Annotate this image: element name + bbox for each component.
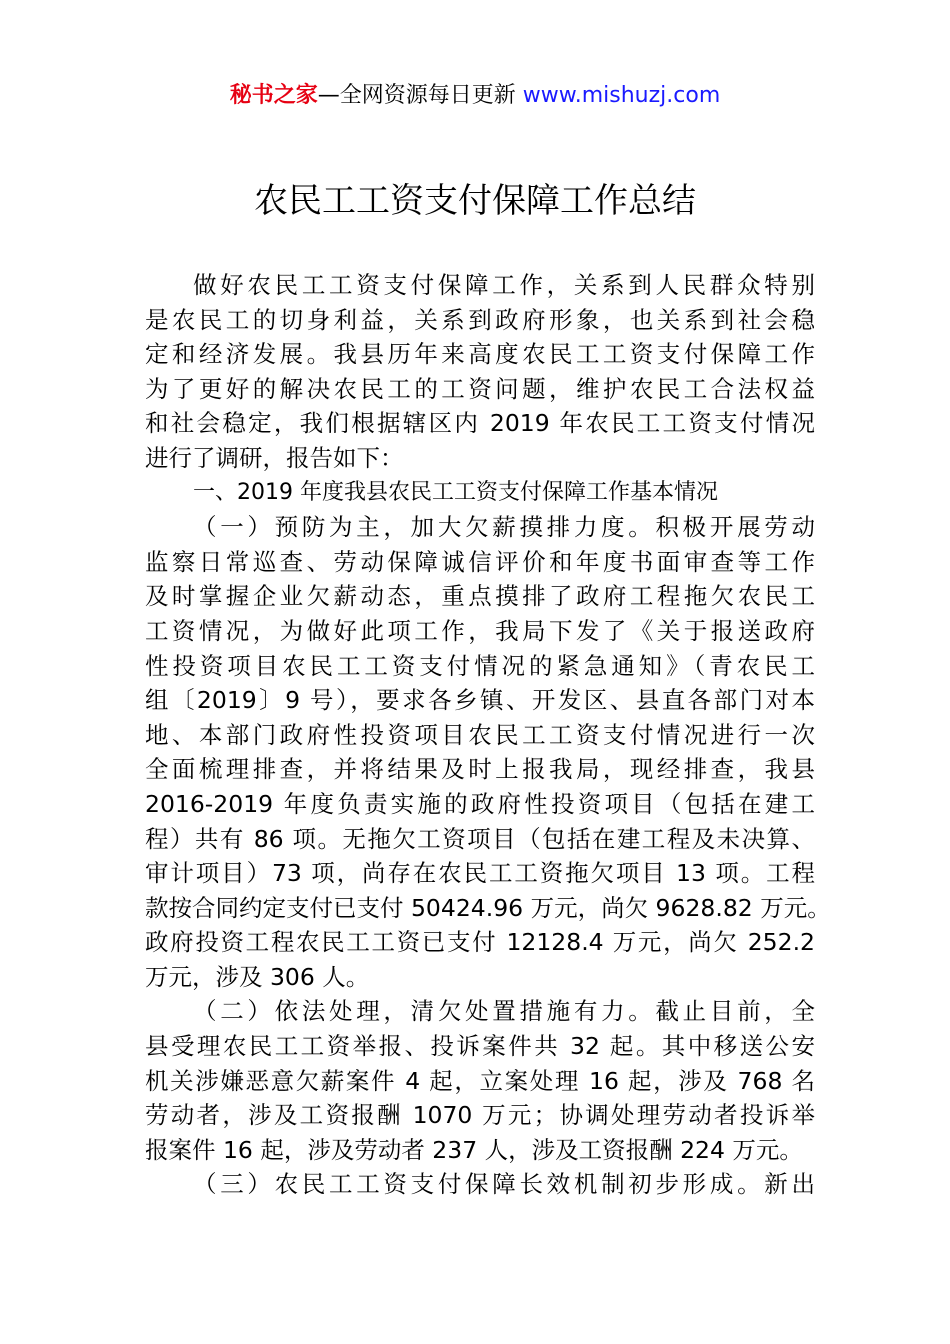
paragraph-line: 性投资项目农民工工资支付情况的紧急通知》（青农民工 [145, 651, 815, 680]
paragraph-line: 政府投资工程农民工工资已支付 12128.4 万元，尚欠 252.2 [145, 928, 815, 957]
section-heading: 一、2019 年度我县农民工工资支付保障工作基本情况 [193, 479, 718, 505]
paragraph-line: （二）依法处理，清欠处置措施有力。截止目前，全 [193, 997, 815, 1026]
paragraph-line: 做好农民工工资支付保障工作，关系到人民群众特别 [193, 271, 815, 299]
paragraph-line: （三）农民工工资支付保障长效机制初步形成。新出 [193, 1170, 815, 1199]
paragraph-line: 报案件 16 起，涉及劳动者 237 人，涉及工资报酬 224 万元。 [145, 1135, 803, 1164]
paragraph-line: 监察日常巡查、劳动保障诚信评价和年度书面审查等工作 [145, 547, 815, 576]
paragraph-line: 万元，涉及 306 人。 [145, 962, 370, 991]
paragraph-line: 地、本部门政府性投资项目农民工工资支付情况进行一次 [145, 720, 815, 749]
header-tagline: —全网资源每日更新 [317, 83, 516, 108]
paragraph-line: 款按合同约定支付已支付 50424.96 万元，尚欠 9628.82 万元。 [145, 893, 831, 922]
site-url-link[interactable]: www.mishuzj.com [522, 83, 721, 108]
paragraph-line: 工资情况，为做好此项工作，我局下发了《关于报送政府 [145, 616, 815, 645]
document-body [145, 268, 831, 1202]
paragraph-line: 是农民工的切身利益，关系到政府形象，也关系到社会稳 [145, 305, 815, 334]
paragraph-line: 机关涉嫌恶意欠薪案件 4 起，立案处理 16 起，涉及 768 名 [145, 1066, 815, 1095]
paragraph-line: 程）共有 86 项。无拖欠工资项目（包括在建工程及未决算、 [145, 824, 815, 853]
brand-name: 秘书之家 [229, 83, 318, 108]
paragraph-line: 全面梳理排查，并将结果及时上报我局，现经排查，我县 [145, 755, 815, 784]
paragraph-line: 2016-2019 年度负责实施的政府性投资项目（包括在建工 [145, 789, 815, 818]
site-header [0, 80, 950, 112]
paragraph-line: 定和经济发展。我县历年来高度农民工工资支付保障工作 [145, 340, 815, 369]
paragraph-line: （一）预防为主，加大欠薪摸排力度。积极开展劳动 [193, 513, 815, 542]
paragraph-line: 审计项目）73 项，尚存在农民工工资拖欠项目 13 项。工程 [145, 859, 815, 888]
paragraph-line: 及时掌握企业欠薪动态，重点摸排了政府工程拖欠农民工 [145, 582, 815, 611]
paragraph-line: 和社会稳定，我们根据辖区内 2019 年农民工工资支付情况 [145, 409, 815, 438]
paragraph-line: 县受理农民工工资举报、投诉案件共 32 起。其中移送公安 [145, 1032, 815, 1061]
paragraph-line: 劳动者，涉及工资报酬 1070 万元；协调处理劳动者投诉举 [145, 1101, 815, 1130]
paragraph-line: 组〔2019〕9 号），要求各乡镇、开发区、县直各部门对本 [145, 686, 815, 715]
paragraph-line: 进行了调研，报告如下： [145, 443, 404, 472]
document-title: 农民工工资支付保障工作总结 [254, 181, 696, 221]
paragraph-line: 为了更好的解决农民工的工资问题，维护农民工合法权益 [145, 374, 815, 403]
